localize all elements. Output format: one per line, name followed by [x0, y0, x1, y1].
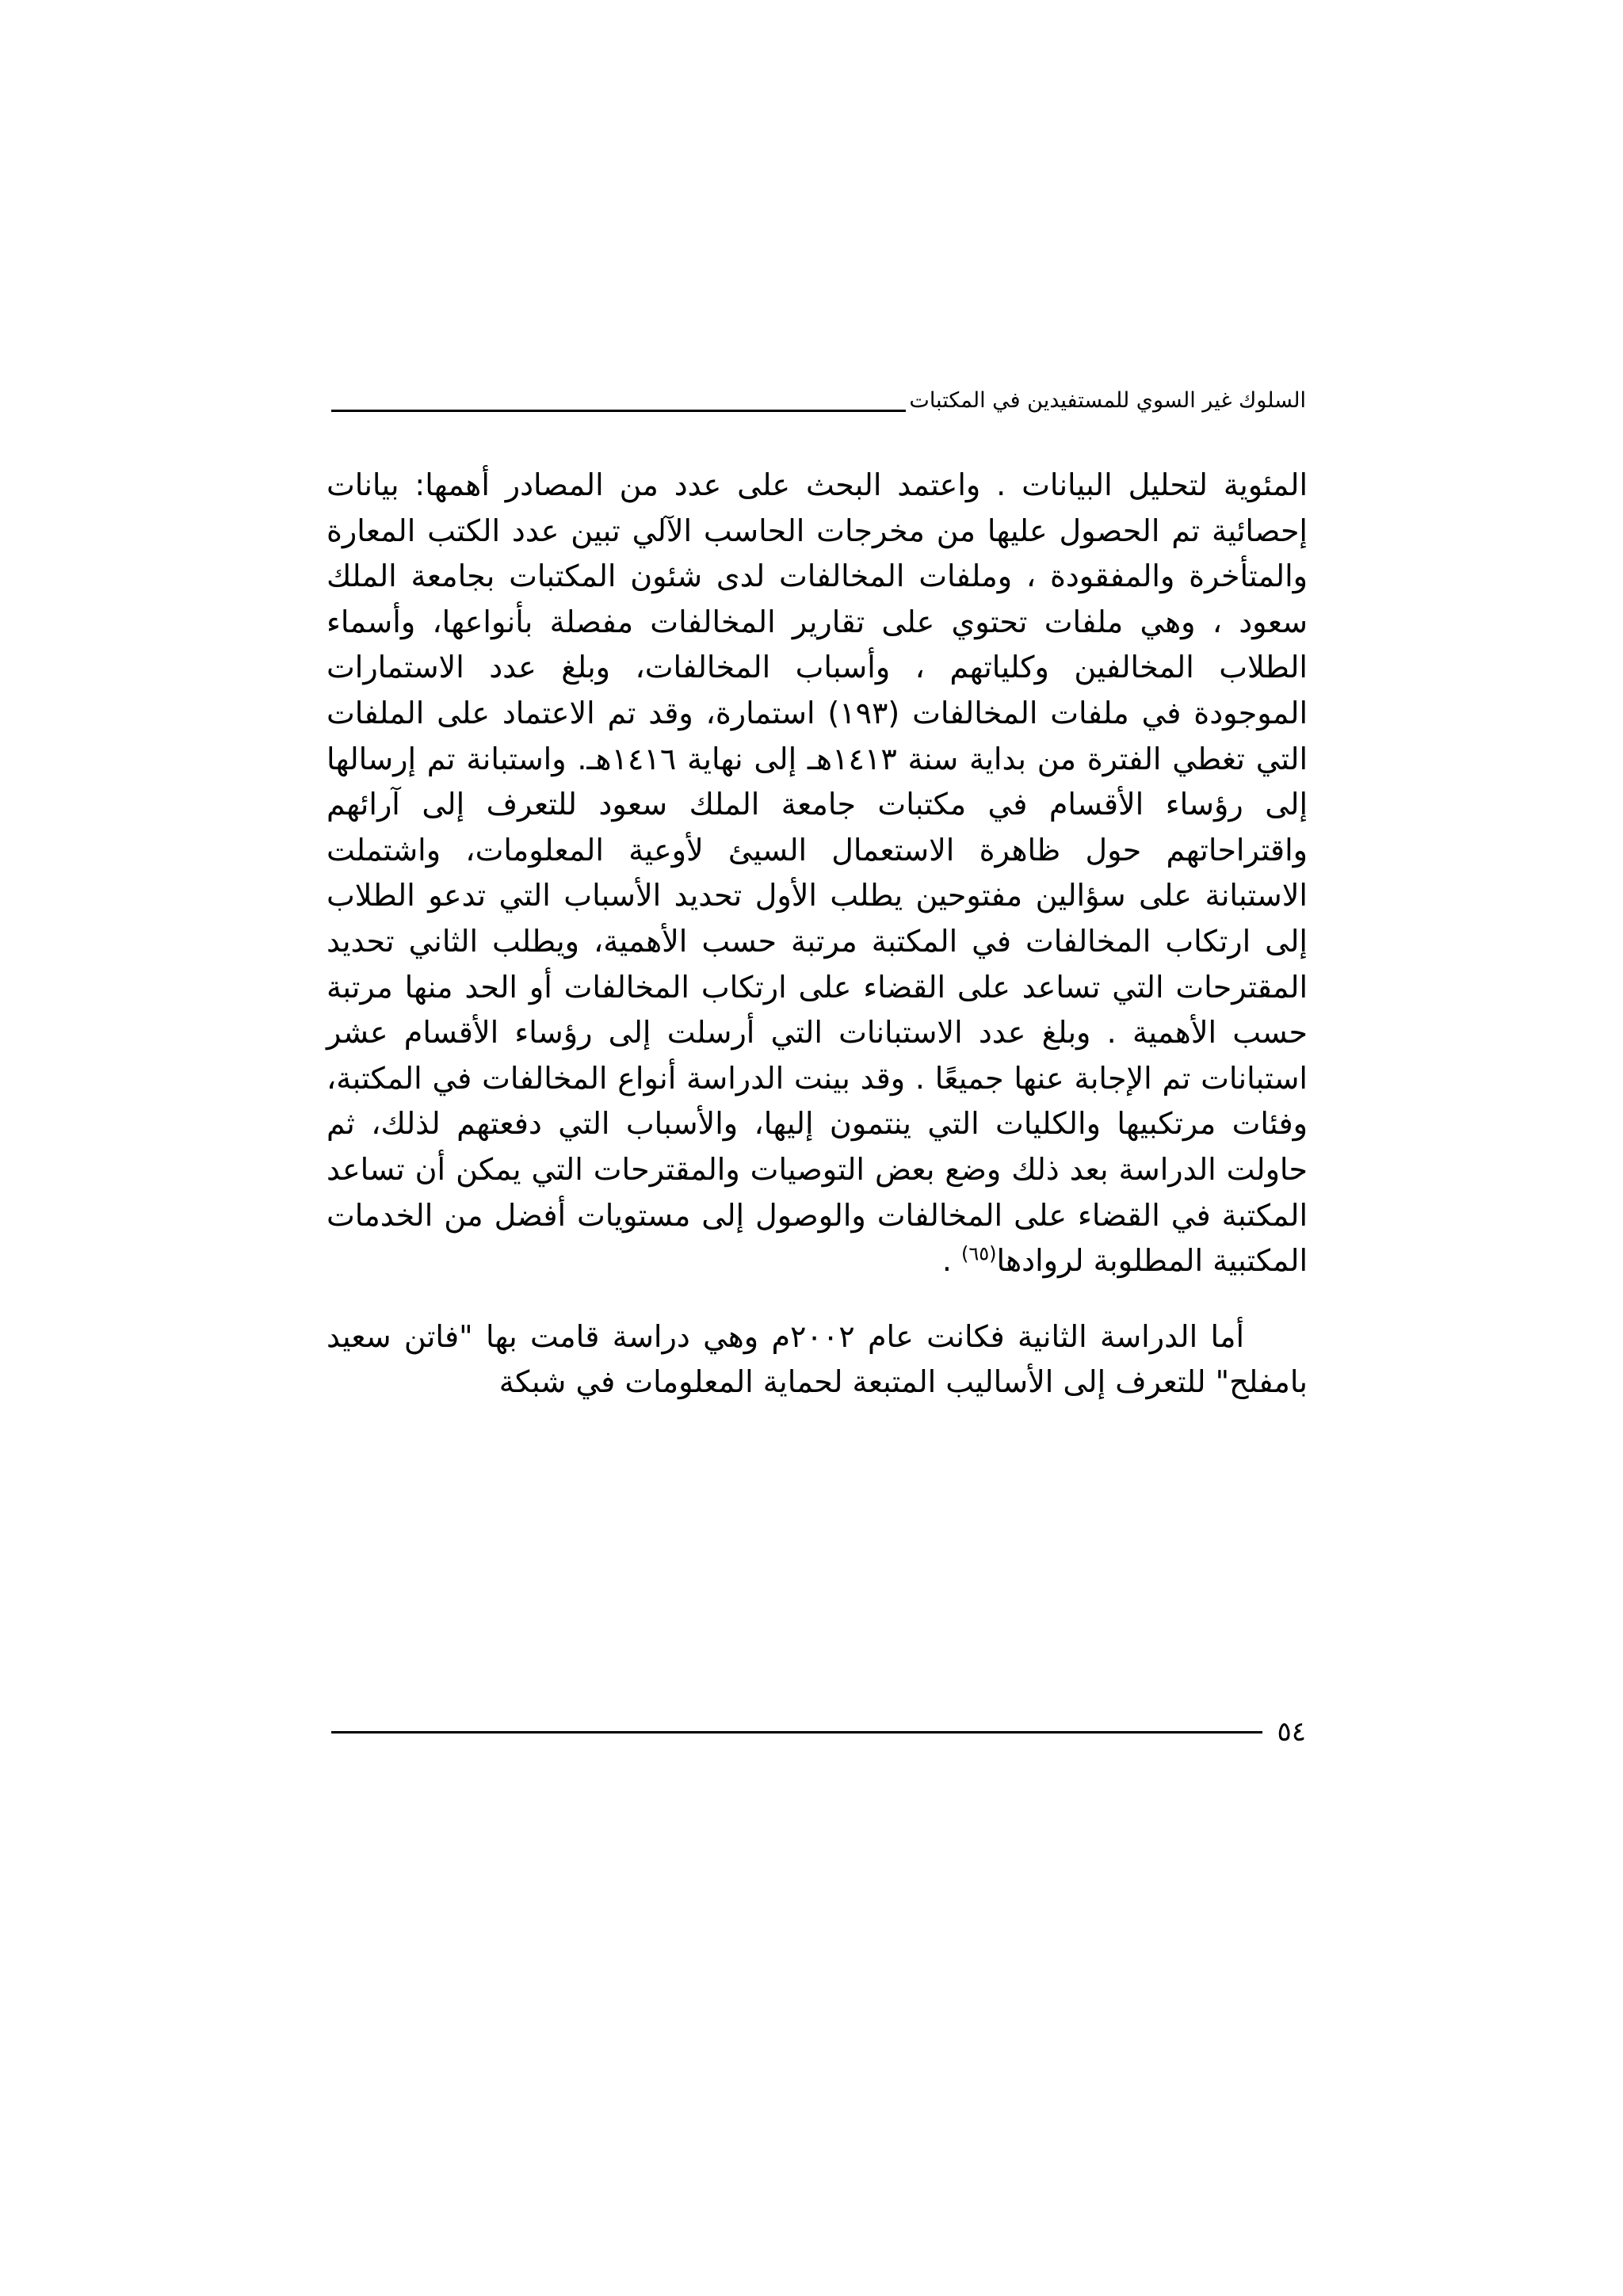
page-number: ٥٤	[1277, 1716, 1306, 1748]
footnote-reference[interactable]: (٦٥)	[961, 1242, 997, 1265]
body-text	[327, 463, 1308, 1405]
running-header	[331, 379, 1306, 415]
footer-rule	[331, 1731, 1262, 1733]
running-header-title: السلوك غير السوي للمستفيدين في المكتبات	[909, 388, 1306, 413]
paragraph-2: أما الدراسة الثانية فكانت عام ٢٠٠٢م وهي دراسة قامت بها "فاتن سعيد بامفلح" للتعرف إلى الأساليب المتبعة لحماية المعلومات في شبكة	[327, 1318, 1308, 1400]
header-rule	[331, 410, 906, 412]
paragraph-1	[327, 463, 1308, 1284]
page-footer	[331, 1710, 1306, 1754]
paragraph-1-end: .	[941, 1243, 962, 1279]
paragraph-1-text: المئوية لتحليل البيانات . واعتمد البحث على عدد من المصادر أهمها: بيانات إحصائية تم الحصول عليها من مخرجات الحاسب الآلي تبين عدد الكتب المعارة والمتأخرة والمفقودة ، وملفات المخالفات لدى شئون المكتبات بجامعة الملك سعود ، وهي ملفات تحتوي على تقارير المخالفات مفصلة بأنواعها، وأسماء الطلاب المخالفين وكلياتهم ، وأسباب المخالفات، وبلغ عدد الاستمارات الموجودة في ملفات المخالفات (١٩٣) استمارة، وقد تم الاعتماد على الملفات التي تغطي الفترة من بداية سنة ١٤١٣هـ إلى نهاية ١٤١٦هـ. واستبانة تم إرسالها إلى رؤساء الأقسام في مكتبات جامعة الملك سعود للتعرف إلى آرائهم واقتراحاتهم حول ظاهرة الاستعمال السيئ لأوعية المعلومات، واشتملت الاستبانة على سؤالين مفتوحين يطلب الأول تحديد الأسباب التي تدعو الطلاب إلى ارتكاب المخالفات في المكتبة مرتبة حسب الأهمية، ويطلب الثاني تحديد المقترحات التي تساعد على القضاء على ارتكاب المخالفات أو الحد منها مرتبة حسب الأهمية . وبلغ عدد الاستبانات التي أرسلت إلى رؤساء الأقسام عشر استبانات تم الإجابة عنها جميعًا . وقد بينت الدراسة أنواع المخالفات في المكتبة، وفئات مرتكبيها والكليات التي ينتمون إليها، والأسباب التي دفعتهم لذلك، ثم حاولت الدراسة بعد ذلك وضع بعض التوصيات والمقترحات التي يمكن أن تساعد المكتبة في القضاء على المخالفات والوصول إلى مستويات أفضل من الخدمات المكتبية المطلوبة لروادها	[327, 467, 1308, 1279]
